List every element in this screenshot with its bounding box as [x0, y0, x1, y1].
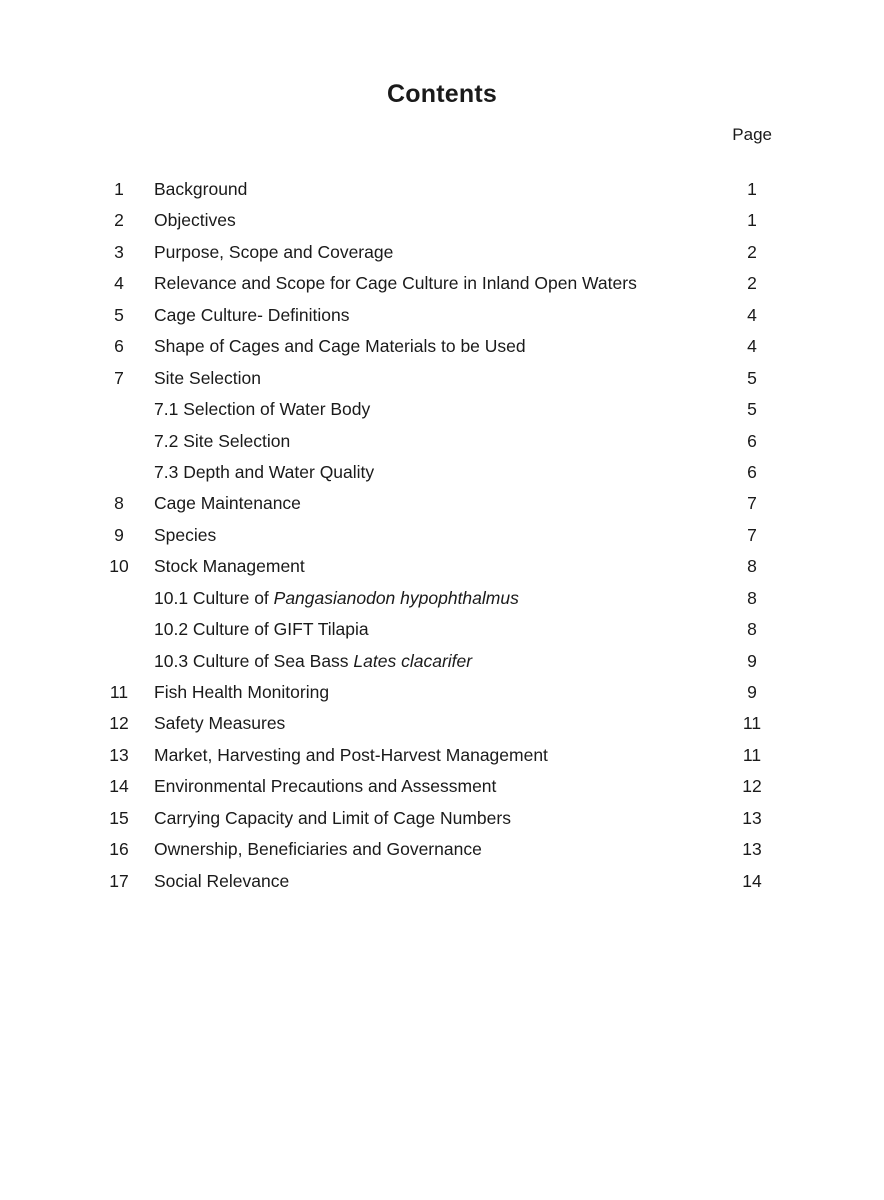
entry-page: 2 [747, 241, 757, 262]
entry-title: Carrying Capacity and Limit of Cage Numbers [154, 807, 511, 828]
toc-entry [0, 300, 884, 331]
toc-subentry [0, 646, 884, 677]
entry-number: 6 [114, 336, 124, 357]
entry-number: 9 [114, 524, 124, 545]
entry-page: 9 [747, 682, 757, 702]
entry-page: 13 [742, 839, 762, 860]
entry-page: 8 [747, 556, 757, 577]
entry-page: 7 [747, 524, 757, 545]
entry-page: 4 [747, 304, 757, 325]
entry-title: Relevance and Scope for Cage Culture in Inland Open Waters [154, 273, 637, 294]
toc-entry [0, 268, 884, 299]
entry-title: Cage Maintenance [154, 493, 301, 514]
toc-entry [0, 363, 884, 394]
entry-title: Social Relevance [154, 870, 290, 891]
toc-entry [0, 520, 884, 551]
entry-page: 2 [747, 273, 757, 294]
entry-page: 1 [747, 210, 757, 231]
entry-title: Environmental Precautions and Assessment [154, 776, 497, 797]
entry-title: Species [154, 524, 217, 545]
entry-title: 10.2 Culture of GIFT Tilapia [154, 619, 369, 640]
toc-subentry [0, 426, 884, 457]
entry-number: 8 [114, 493, 124, 514]
entry-title: Market, Harvesting and Post-Harvest Management [154, 744, 548, 765]
entry-number: 16 [109, 839, 129, 860]
toc-entry [0, 803, 884, 834]
entry-number: 1 [114, 179, 124, 199]
toc-subentry [0, 457, 884, 488]
toc-entry [0, 331, 884, 362]
entry-title: Cage Culture- Definitions [154, 304, 350, 325]
entry-page: 5 [747, 399, 757, 420]
entry-number: 2 [114, 210, 124, 231]
entry-number: 4 [114, 273, 124, 294]
entry-title-plain: 10.1 Culture of [154, 587, 274, 608]
toc-entry [0, 771, 884, 802]
entry-number: 13 [109, 744, 129, 765]
entry-page: 6 [747, 430, 757, 451]
entry-title: 7.1 Selection of Water Body [154, 399, 371, 420]
entry-number: 5 [114, 304, 124, 325]
entry-page: 5 [747, 367, 757, 388]
toc-entry [0, 205, 884, 236]
entry-title: 7.3 Depth and Water Quality [154, 461, 375, 482]
toc-entry [0, 174, 884, 205]
entry-page: 8 [747, 587, 757, 608]
entry-number: 10 [109, 556, 129, 577]
entry-page: 8 [747, 619, 757, 640]
entry-page: 13 [742, 807, 762, 828]
species-name: Pangasianodon hypophthalmus [273, 587, 519, 608]
entry-title: Stock Management [154, 556, 305, 577]
toc-entry [0, 708, 884, 739]
entry-title: Background [154, 179, 248, 199]
entry-title [154, 583, 519, 614]
entry-number: 12 [109, 713, 129, 734]
entry-page: 14 [742, 870, 762, 891]
entry-page: 7 [747, 493, 757, 514]
entry-title: 7.2 Site Selection [154, 430, 291, 451]
toc-entry [0, 740, 884, 771]
entry-number: 7 [114, 367, 124, 388]
toc-entry [0, 237, 884, 268]
entry-title: Shape of Cages and Cage Materials to be Used [154, 336, 526, 357]
entry-title [154, 646, 472, 677]
toc-subentry [0, 583, 884, 614]
entry-title: Safety Measures [154, 713, 286, 734]
entry-number: 17 [109, 870, 129, 891]
entry-page: 4 [747, 336, 757, 357]
entry-number: 3 [114, 241, 124, 262]
page-column-header: Page [732, 125, 772, 144]
entry-title-plain: 10.3 Culture of Sea Bass [154, 650, 354, 671]
species-name: Lates clacarifer [353, 650, 473, 671]
entry-title: Purpose, Scope and Coverage [154, 241, 394, 262]
toc-entry [0, 866, 884, 897]
entry-page: 11 [742, 713, 762, 734]
page-title: Contents [387, 80, 497, 108]
entry-title: Objectives [154, 210, 236, 231]
toc-entry [0, 677, 884, 708]
entry-title: Ownership, Beneficiaries and Governance [154, 839, 482, 860]
entry-title: Fish Health Monitoring [154, 682, 330, 702]
entry-page: 1 [747, 179, 757, 199]
entry-number: 15 [109, 807, 129, 828]
toc-entry [0, 488, 884, 519]
toc-subentry [0, 614, 884, 645]
toc-entry [0, 551, 884, 582]
entry-page: 6 [747, 461, 757, 482]
entry-number: 11 [109, 682, 129, 702]
toc-subentry [0, 394, 884, 425]
toc-entry [0, 834, 884, 865]
entry-page: 9 [747, 650, 757, 671]
entry-page: 12 [742, 776, 762, 797]
entry-page: 11 [742, 744, 762, 765]
entry-number: 14 [109, 776, 129, 797]
entry-title: Site Selection [154, 367, 262, 388]
table-of-contents [0, 174, 884, 897]
